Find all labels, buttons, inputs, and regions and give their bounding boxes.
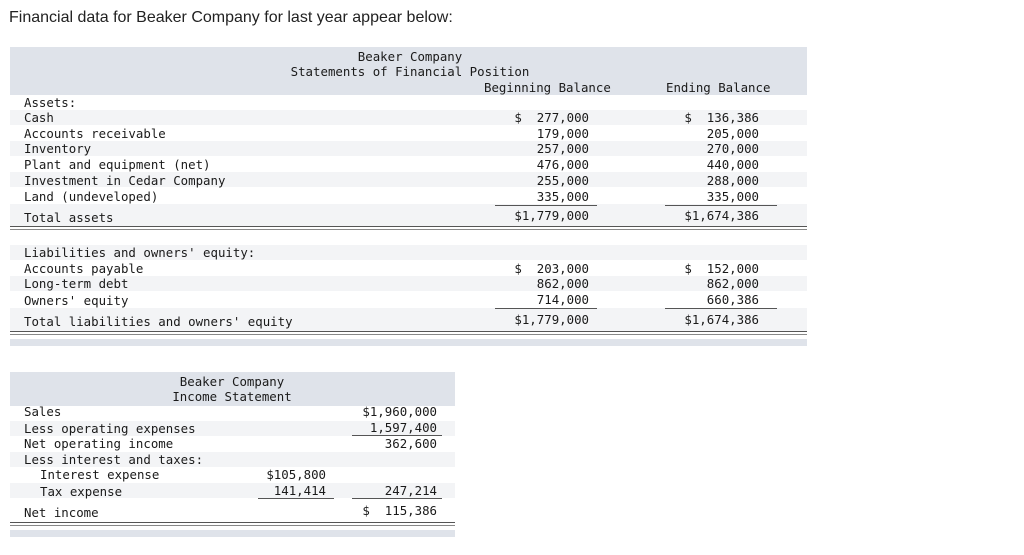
row-label: Accounts payable <box>24 261 144 276</box>
row-end-value: $1,674,386 <box>684 312 759 327</box>
row-begin-value: 179,000 <box>536 126 589 141</box>
row-label: Cash <box>24 110 54 125</box>
balance-company-name: Beaker Company <box>357 49 463 64</box>
opex-label: Less operating expenses <box>24 421 196 436</box>
tax-label: Tax expense <box>40 484 123 499</box>
row-begin-value: $1,779,000 <box>514 208 589 223</box>
col-header-beginning: Beginning Balance <box>484 80 611 95</box>
total-rule <box>10 226 807 227</box>
noi-value: 362,600 <box>384 436 437 451</box>
row-end-value: 288,000 <box>706 173 759 188</box>
opex-value: 1,597,400 <box>369 420 437 435</box>
row-end-value: 862,000 <box>706 276 759 291</box>
row-label: Total liabilities and owners' equity <box>24 314 293 329</box>
row-label: Owners' equity <box>24 293 129 308</box>
balance-sheet-footer-panel <box>10 339 807 346</box>
row-label: Accounts receivable <box>24 126 166 141</box>
row-begin-value: 255,000 <box>536 173 589 188</box>
net-income-label: Net income <box>24 505 99 520</box>
row-end-value: $ 152,000 <box>684 261 759 276</box>
row-end-value: $1,674,386 <box>684 208 759 223</box>
total-rule <box>10 334 807 335</box>
row-begin-value: $1,779,000 <box>514 312 589 327</box>
row-begin-value: $ 277,000 <box>514 110 589 125</box>
row-label: Long-term debt <box>24 276 129 291</box>
row-label: Plant and equipment (net) <box>24 157 211 172</box>
tax-total-value: 247,214 <box>384 483 437 498</box>
row-label: Total assets <box>24 210 114 225</box>
row-end-value: 440,000 <box>706 157 759 172</box>
subtotal-rule <box>665 308 777 309</box>
row-label: Land (undeveloped) <box>24 189 159 204</box>
income-statement-footer-panel <box>10 530 455 537</box>
subtotal-rule <box>495 308 597 309</box>
assets-heading: Assets: <box>24 95 77 110</box>
liabilities-heading: Liabilities and owners' equity: <box>24 245 256 260</box>
row-end-value: $ 136,386 <box>684 110 759 125</box>
sales-label: Sales <box>24 404 62 419</box>
total-rule <box>10 525 455 526</box>
row-end-value: 660,386 <box>706 292 759 307</box>
noi-label: Net operating income <box>24 436 174 451</box>
subtotal-rule <box>495 205 597 206</box>
income-company-name: Beaker Company <box>179 374 285 389</box>
row-begin-value: 257,000 <box>536 141 589 156</box>
subtotal-rule <box>665 205 777 206</box>
row-label: Investment in Cedar Company <box>24 173 226 188</box>
row-begin-value: 476,000 <box>536 157 589 172</box>
row-begin-value: 714,000 <box>536 292 589 307</box>
subtotal-rule <box>352 498 442 499</box>
subtotal-rule <box>258 498 334 499</box>
row-begin-value: 335,000 <box>536 189 589 204</box>
total-rule <box>10 522 455 523</box>
net-income-value: $ 115,386 <box>362 503 437 518</box>
tax-value: 141,414 <box>273 483 326 498</box>
interest-value: $105,800 <box>266 467 326 482</box>
row-end-value: 335,000 <box>706 189 759 204</box>
row-begin-value: 862,000 <box>536 276 589 291</box>
sales-value: $1,960,000 <box>362 404 437 419</box>
total-rule <box>10 229 807 230</box>
less-interest-taxes-label: Less interest and taxes: <box>24 452 204 467</box>
interest-label: Interest expense <box>40 467 160 482</box>
row-begin-value: $ 203,000 <box>514 261 589 276</box>
row-end-value: 270,000 <box>706 141 759 156</box>
intro-text: Financial data for Beaker Company for last year appear below: <box>9 9 453 26</box>
balance-sheet-title: Statements of Financial Position <box>290 64 530 79</box>
col-header-ending: Ending Balance <box>666 80 771 95</box>
total-rule <box>10 331 807 332</box>
income-statement-title: Income Statement <box>172 389 292 404</box>
row-end-value: 205,000 <box>706 126 759 141</box>
row-label: Inventory <box>24 141 92 156</box>
